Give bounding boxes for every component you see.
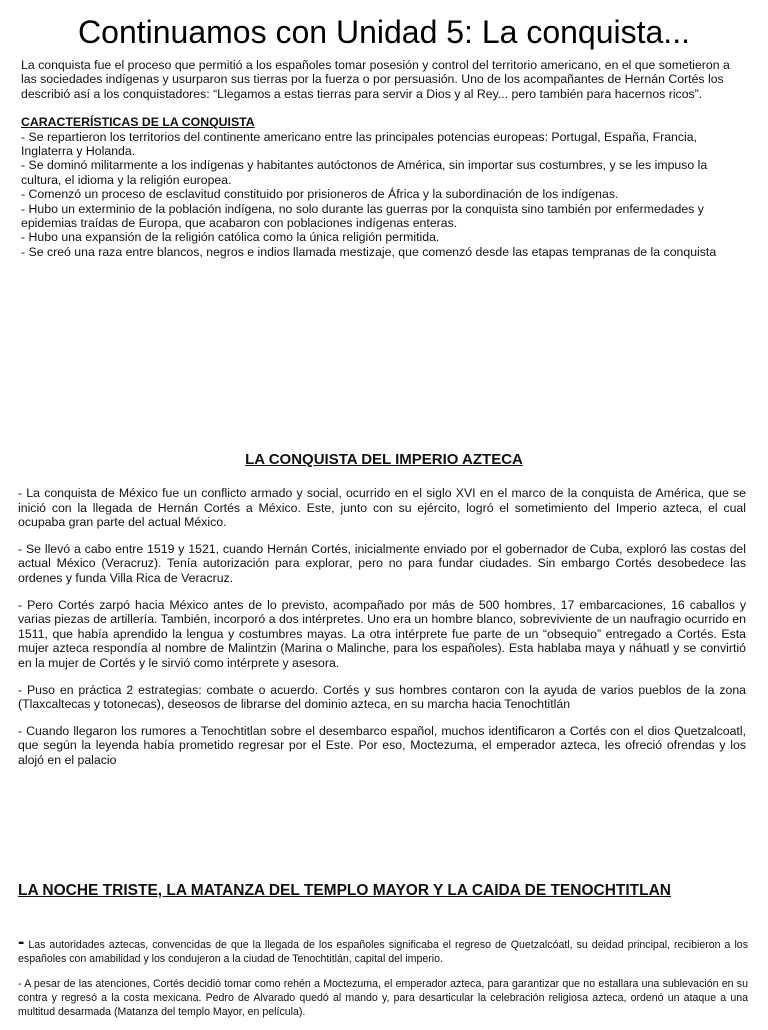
characteristics-heading: CARACTERÍSTICAS DE LA CONQUISTA [21, 115, 255, 130]
page-title: Continuamos con Unidad 5: La conquista... [78, 14, 690, 50]
noche-paragraph: - A pesar de las atenciones, Cortés decidió tomar como rehén a Moctezuma, el emperador azteca, para garantizar que no estallara una sublevación en su contra y regresó a la costa mexicana. Pedro de Alvarado quedó al mando y, para desarticular la celebración religiosa azteca, ordenó un ataque a una multitud desarmada (Matanza del templo Mayor, en película). [18, 978, 748, 1018]
azteca-paragraph: - La conquista de México fue un conflicto armado y social, ocurrido en el siglo XVI en el marco de la conquista de América, que se inició con la llegada de Hernán Cortés a México. Este, junto con su ejército, logró el sometimiento del Imperio azteca, el cual ocupaba gran parte del actual México. [18, 486, 746, 530]
azteca-paragraph: - Cuando llegaron los rumores a Tenochtitlan sobre el desembarco español, muchos identificaron a Cortés con el dios Quetzalcoatl, que según la leyenda había prometido regresar por el Este. Por eso, Moctezuma, el emperador azteca, les ofreció ofrendas y los alojó en el palacio [18, 723, 746, 767]
characteristics-item: - Se creó una raza entre blancos, negros e indios llamada mestizaje, que comenzó desde las etapas tempranas de la conquista [21, 244, 717, 259]
intro-paragraph: La conquista fue el proceso que permitió a los españoles tomar posesión y control del territorio americano, en el que sometieron a las sociedades indígenas y usurparon sus tierras por la fuerza o por persuasión. Uno de los acompañantes de Hernán Cortés los describió así a los conquistadores: “Llegamos a estas tierras para servir a Dios y al Rey... pero también para hacernos ricos”. [21, 58, 730, 101]
characteristics-item: - Hubo una expansión de la religión católica como la única religión permitida. [21, 230, 440, 245]
noche-triste-section [18, 932, 748, 1030]
intro-section [21, 58, 741, 259]
characteristics-item: - Se dominó militarmente a los indígenas y habitantes autóctonos de América, sin importar sus costumbres, y se les impuso la cultura, el idioma y la religión europea. [21, 158, 708, 187]
azteca-paragraph: - Pero Cortés zarpó hacia México antes de lo previsto, acompañado por más de 500 hombres, 17 embarcaciones, 16 caballos y varias piezas de artillería. También, incorporó a dos intérpretes. Uno era un hombre blanco, sobreviviente de un naufragio ocurrido en 1511, que había aprendido la lengua y costumbres mayas. La otra intérprete fue parte de un “obsequio” entregado a Cortés. Esta mujer azteca respondía al nombre de Malintzin (Marina o Malinche, para los españoles). Esta hablaba maya y náhuatl y se convirtió en la mujer de Cortés y le sirvió como intérprete y asesora. [18, 597, 746, 670]
noche-paragraph [18, 932, 748, 966]
characteristics-item: - Se repartieron los territorios del continente americano entre las principales potencias europeas: Portugal, España, Francia, Inglaterra y Holanda. [21, 129, 698, 159]
azteca-section [18, 486, 746, 780]
azteca-paragraph: - Se llevó a cabo entre 1519 y 1521, cuando Hernán Cortés, inicialmente enviado por el gobernador de Cuba, exploró las costas del actual México (Veracruz). Tenía autorización para explorar, pero no para fundar ciudades. Sin embargo Cortés desobedece las ordenes y funda Villa Rica de Veracruz. [18, 541, 746, 585]
noche-triste-section-title: LA NOCHE TRISTE, LA MATANZA DEL TEMPLO MAYOR Y LA CAIDA DE TENOCHTITLAN [18, 882, 672, 899]
characteristics-item: - Hubo un exterminio de la población indígena, no solo durante las guerras por la conquista sino también por enfermedades y epidemias traídas de Europa, que acabaron con poblaciones indígenas enteras. [21, 201, 704, 231]
noche-paragraph-text: Las autoridades aztecas, convencidas de que la llegada de los españoles significaba el regreso de Quetzalcóatl, su deidad principal, recibieron a los españoles con amabilidad y los condujeron a la ciudad de Tenochtitlán, capital del imperio. [18, 939, 748, 965]
bullet-dash: - [18, 932, 25, 953]
azteca-paragraph: - Puso en práctica 2 estrategias: combate o acuerdo. Cortés y sus hombres contaron con la ayuda de varios pueblos de la zona (Tlaxcaltecas y totonecas), deseosos de librarse del dominio azteca, en su marcha hacia Tenochtitlán [18, 682, 746, 712]
characteristics-item: - Comenzó un proceso de esclavitud constituido por prisioneros de África y la subordinación de los indígenas. [21, 187, 619, 202]
azteca-section-title: LA CONQUISTA DEL IMPERIO AZTECA [245, 451, 523, 468]
